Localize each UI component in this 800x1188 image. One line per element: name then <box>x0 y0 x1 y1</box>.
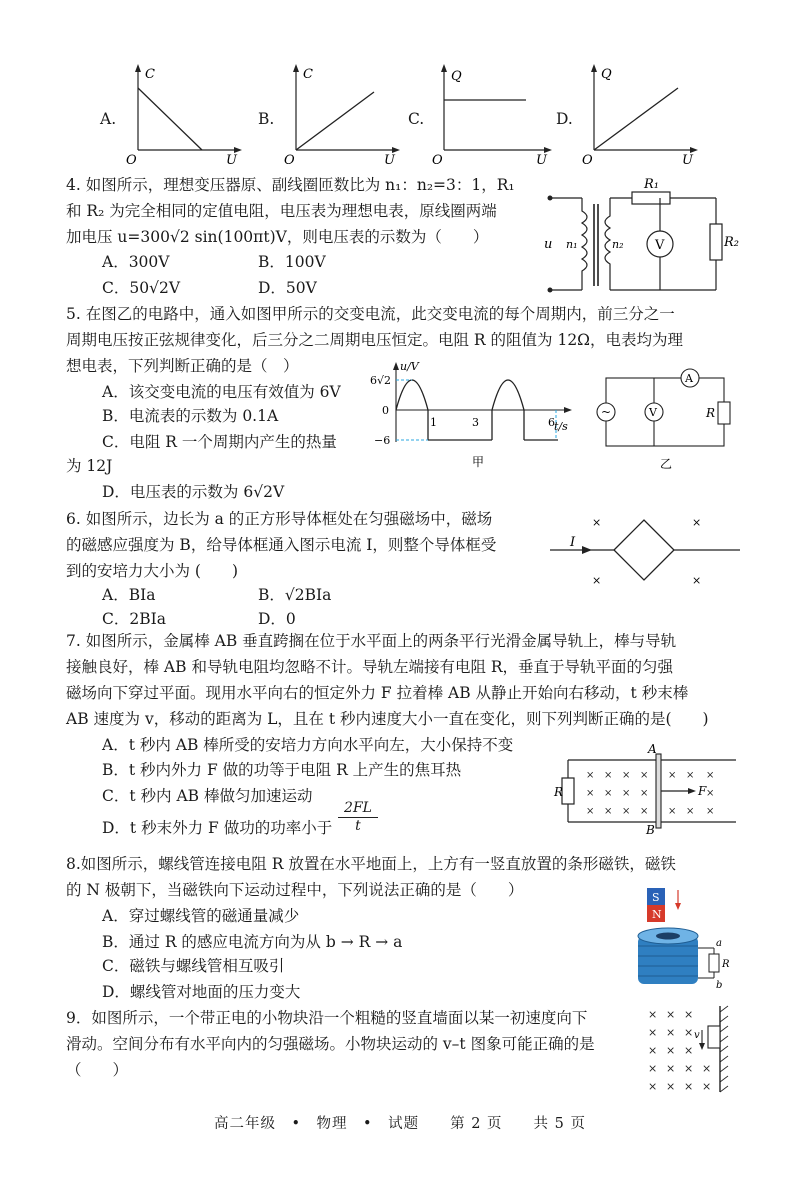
q6-option-b: B．√2BIa <box>258 586 332 604</box>
q5-option-c-line2: 为 12J <box>66 457 113 475</box>
svg-text:×: × <box>648 1080 658 1093</box>
q7-option-b: B．t 秒内外力 F 做的功等于电阻 R 上产生的焦耳热 <box>102 761 462 779</box>
graph-a-ylabel: C <box>145 67 155 82</box>
q5-graph-t3: 3 <box>472 416 479 429</box>
svg-text:×: × <box>684 1008 694 1021</box>
q7-option-a: A．t 秒内 AB 棒所受的安培力方向水平向左，大小保持不变 <box>102 736 514 754</box>
svg-text:×: × <box>586 770 595 781</box>
q7-rod-ab <box>656 754 661 828</box>
q5-voltage-graph <box>368 358 578 473</box>
q5-sine-hump-1 <box>396 380 428 410</box>
q6-field-x-1: × <box>592 516 602 529</box>
svg-text:×: × <box>684 1044 694 1057</box>
q5-line-1: 5. 在图乙的电路中，通入如图甲所示的交变电流，此交变电流的每个周期内，前三分之一 <box>66 305 675 323</box>
page-footer: 高二年级 • 物理 • 试题 第 2 页 共 5 页 <box>214 1116 586 1132</box>
q4-line-2: 和 R₂ 为完全相同的定值电阻，电压表为理想电表，原线圈两端 <box>66 202 497 220</box>
svg-text:×: × <box>648 1062 658 1075</box>
q5-graph-yzero: 0 <box>382 404 389 417</box>
q7-fraction <box>338 800 378 834</box>
q6-line-3: 到的安培力大小为 ( ) <box>66 562 239 580</box>
svg-text:×: × <box>622 770 631 781</box>
svg-text:×: × <box>686 770 695 781</box>
svg-text:×: × <box>648 1026 658 1039</box>
q5-option-d: D．电压表的示数为 6√2V <box>102 483 285 501</box>
graph-b-ylabel: C <box>303 67 313 82</box>
svg-text:×: × <box>640 788 649 799</box>
svg-text:×: × <box>702 1080 712 1093</box>
svg-text:×: × <box>640 806 649 817</box>
graph-b-origin: O <box>284 153 295 167</box>
q7-rail-figure <box>546 742 742 836</box>
q6-square-frame-figure <box>544 512 744 592</box>
svg-text:×: × <box>706 788 715 799</box>
q8-option-b: B．通过 R 的感应电流方向为从 b → R → a <box>102 933 403 951</box>
q5-graph-caption: 甲 <box>472 455 485 469</box>
graph-c-letter: C. <box>408 110 425 128</box>
q4-option-c: C．50√2V <box>102 279 181 297</box>
q6-square-frame <box>614 520 674 580</box>
graph-a-curve <box>138 88 202 150</box>
svg-text:×: × <box>684 1062 694 1075</box>
svg-text:×: × <box>666 1026 676 1039</box>
graph-a-xlabel: U <box>226 153 237 167</box>
q6-field-x-2: × <box>692 516 702 529</box>
svg-text:×: × <box>666 1008 676 1021</box>
svg-text:×: × <box>604 806 613 817</box>
graph-d-letter: D. <box>556 110 573 128</box>
q7-f-label: F <box>698 784 707 798</box>
q7-line-3: 磁场向下穿过平面。现用水平向右的恒定外力 F 拉着棒 AB 从静止开始向右移动，t 秒末棒 <box>66 684 689 702</box>
q5-circuit-figure <box>594 362 734 472</box>
svg-text:×: × <box>666 1080 676 1093</box>
graph-b-curve <box>296 92 374 150</box>
graph-b-xlabel: U <box>384 153 395 167</box>
svg-text:×: × <box>666 1044 676 1057</box>
q4-r1-label: R₁ <box>644 177 659 192</box>
svg-text:×: × <box>622 806 631 817</box>
graph-b-letter: B. <box>258 110 275 128</box>
graph-a-origin: O <box>126 153 137 167</box>
q7-b-label: B <box>646 823 655 836</box>
svg-text:×: × <box>684 1080 694 1093</box>
svg-text:×: × <box>586 788 595 799</box>
q8-solenoid-figure <box>632 884 738 988</box>
q6-option-d: D．0 <box>258 610 296 628</box>
q7-line-4: AB 速度为 v，移动的距离为 L，且在 t 秒内速度大小一直在变化，则下列判断正确的是( ) <box>66 710 709 728</box>
q7-line-1: 7. 如图所示，金属棒 AB 垂直跨搁在位于水平面上的两条平行光滑金属导轨上，棒与导轨 <box>66 632 677 650</box>
q9-v-label: v <box>694 1030 700 1041</box>
svg-text:×: × <box>622 788 631 799</box>
graph-d-xlabel: U <box>682 153 693 167</box>
svg-text:×: × <box>686 806 695 817</box>
q5-ammeter-label: A <box>685 372 693 385</box>
q8-solenoid-coil <box>638 928 698 984</box>
q8-s-label: S <box>652 891 660 904</box>
q8-option-a: A．穿过螺线管的磁通量减少 <box>102 907 300 925</box>
svg-text:×: × <box>668 770 677 781</box>
graph-a <box>120 62 245 167</box>
q7-line-2: 接触良好，棒 AB 和导轨电阻均忽略不计。导轨左端接有电阻 R，垂直于导轨平面的匀强 <box>66 658 674 676</box>
q8-option-d: D．螺线管对地面的压力变大 <box>102 983 301 1001</box>
graph-a-letter: A. <box>100 110 117 128</box>
q5-line-2: 周期电压按正弦规律变化，后三分之二周期电压恒定。电阻 R 的阻值为 12Ω，电表均为理 <box>66 331 684 349</box>
q4-u-label: u <box>544 237 553 252</box>
q4-line-1: 4. 如图所示，理想变压器原、副线圈匝数比为 n₁：n₂=3：1，R₁ <box>66 176 515 194</box>
q7-a-label: A <box>648 742 657 756</box>
graph-c-xlabel: U <box>536 153 547 167</box>
svg-text:×: × <box>640 770 649 781</box>
q5-voltmeter-label: V <box>649 406 657 419</box>
q9-block <box>708 1026 720 1048</box>
q4-r2-label: R₂ <box>724 235 739 250</box>
q7-option-d: D．t 秒末外力 F 做功的功率小于 <box>102 819 333 837</box>
svg-text:×: × <box>604 788 613 799</box>
q5-resistor-label: R <box>706 406 716 420</box>
q9-line-2: 滑动。空间分布有水平向内的匀强磁场。小物块运动的 v–t 图象可能正确的是 <box>66 1035 595 1053</box>
q7-fraction-denominator: t <box>355 818 361 834</box>
q8-b-label: b <box>716 980 723 988</box>
q5-sine-hump-2 <box>492 380 524 410</box>
q4-option-a: A．300V <box>102 253 170 271</box>
q5-option-c-line1: C．电阻 R 一个周期内产生的热量 <box>102 433 337 451</box>
q4-voltmeter-label: V <box>655 238 665 253</box>
q4-n2-label: n₂ <box>612 238 624 251</box>
q9-velocity-arrow <box>699 1043 705 1050</box>
q5-graph-ylabel: u/V <box>400 360 419 373</box>
q7-resistor <box>562 778 574 804</box>
svg-text:×: × <box>604 770 613 781</box>
q6-line-1: 6. 如图所示，边长为 a 的正方形导体框处在匀强磁场中，磁场 <box>66 510 493 528</box>
q8-option-c: C．磁铁与螺线管相互吸引 <box>102 957 285 975</box>
q5-graph-xlabel: t/s <box>554 420 568 433</box>
svg-text:×: × <box>706 806 715 817</box>
q8-r-label: R <box>722 959 730 970</box>
graph-d-ylabel: Q <box>601 67 612 82</box>
q8-a-label: a <box>716 938 722 949</box>
svg-text:×: × <box>648 1044 658 1057</box>
graph-d-curve <box>594 88 678 150</box>
q9-wall-figure <box>640 1004 740 1094</box>
q6-field-x-3: × <box>592 574 602 587</box>
q4-option-d: D．50V <box>258 279 317 297</box>
q4-option-b: B．100V <box>258 253 326 271</box>
svg-text:×: × <box>702 1062 712 1075</box>
q8-n-label: N <box>652 908 662 921</box>
q7-option-c: C．t 秒内 AB 棒做匀加速运动 <box>102 787 313 805</box>
graph-d-origin: O <box>582 153 593 167</box>
svg-text:×: × <box>666 1062 676 1075</box>
q5-graph-ytop: 6√2 <box>370 374 392 387</box>
q9-line-3: （ ） <box>66 1061 129 1079</box>
svg-text:×: × <box>648 1008 658 1021</box>
q7-r-label: R <box>554 785 564 799</box>
svg-text:×: × <box>586 806 595 817</box>
q4-n1-label: n₁ <box>566 238 578 251</box>
q5-option-b: B．电流表的示数为 0.1A <box>102 407 279 425</box>
q5-graph-t1: 1 <box>430 416 437 429</box>
q6-current-label: I <box>570 535 576 550</box>
q5-circuit-caption: 乙 <box>660 457 673 471</box>
graph-b <box>278 62 403 167</box>
graph-d <box>576 62 706 167</box>
q5-graph-ybot: −6 <box>374 434 391 447</box>
q4-line-3: 加电压 u=300√2 sin(100πt)V，则电压表的示数为（ ） <box>66 228 489 246</box>
q5-line-3: 想电表，下列判断正确的是（ ） <box>66 357 299 375</box>
graph-c-ylabel: Q <box>451 69 462 84</box>
q7-fraction-numerator: 2FL <box>338 800 378 818</box>
q5-option-a: A．该交变电流的电压有效值为 6V <box>102 383 341 401</box>
q5-graph-t6: 6 <box>548 416 555 429</box>
q8-line-2: 的 N 极朝下，当磁铁向下运动过程中，下列说法正确的是（ ） <box>66 881 524 899</box>
q6-option-a: A．BIa <box>102 586 156 604</box>
q8-line-1: 8.如图所示，螺线管连接电阻 R 放置在水平地面上，上方有一竖直放置的条形磁铁，磁铁 <box>66 855 676 873</box>
q9-line-1: 9．如图所示，一个带正电的小物块沿一个粗糙的竖直墙面以某一初速度向下 <box>66 1009 588 1027</box>
q5-resistor <box>718 402 730 424</box>
q8-resistor <box>709 954 719 972</box>
q6-field-x-4: × <box>692 574 702 587</box>
svg-text:×: × <box>684 1026 694 1039</box>
graph-c-origin: O <box>432 153 443 167</box>
svg-text:×: × <box>706 770 715 781</box>
q6-option-c: C．2BIa <box>102 610 166 628</box>
svg-text:×: × <box>668 806 677 817</box>
q6-line-2: 的磁感应强度为 B，给导体框通入图示电流 I，则整个导体框受 <box>66 536 497 554</box>
q4-r1-resistor <box>632 192 670 204</box>
q4-transformer-figure <box>540 176 740 301</box>
q4-r2-resistor <box>710 224 722 260</box>
graph-c <box>426 62 556 167</box>
q5-ac-symbol: ~ <box>601 405 612 419</box>
